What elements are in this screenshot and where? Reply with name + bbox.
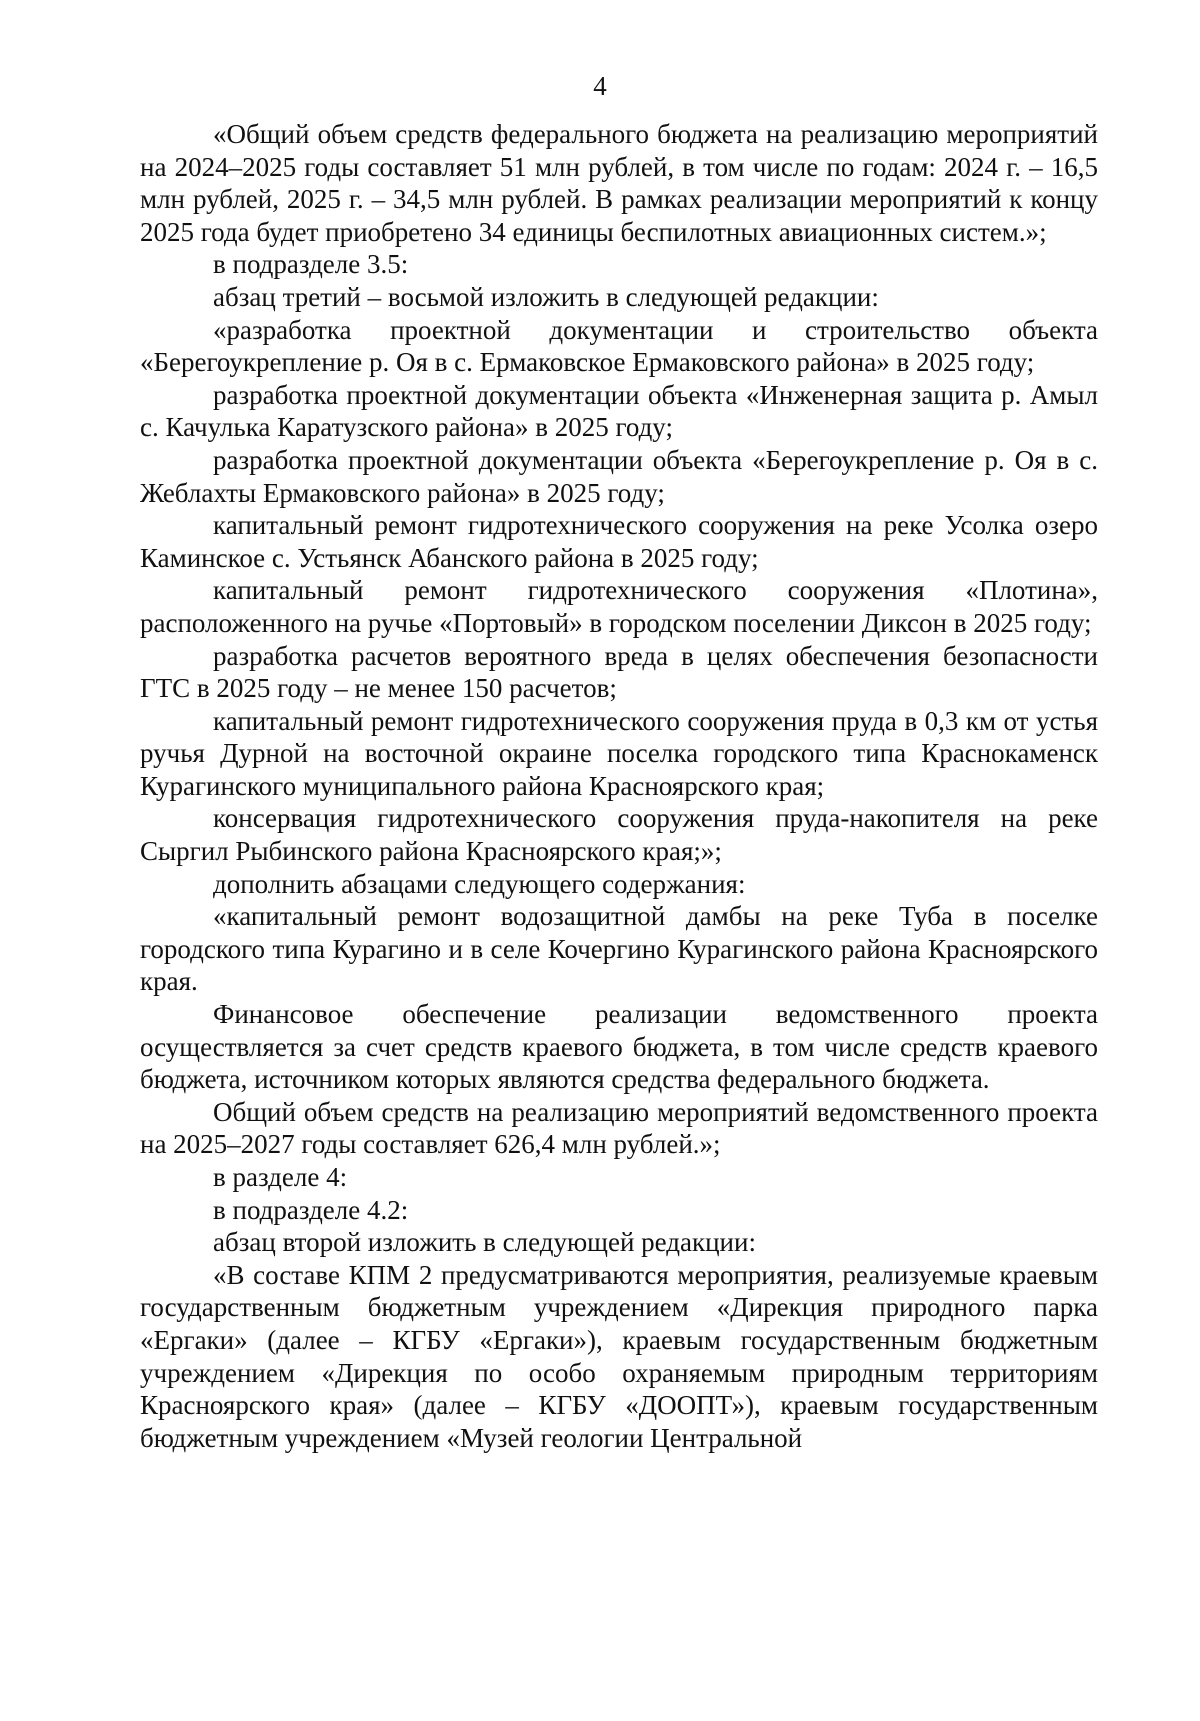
paragraph: «Общий объем средств федерального бюджета на реализацию мероприятий на 2024–2025 годы составляет 51 млн рублей, в том числе по годам: 2024 г. – 16,5 млн рублей, 2025 г. – 34,5 млн рублей. В рамках реализации мероприятий к концу 2025 года будет приобретено 34 единицы беспилотных авиационных систем.»;: [140, 119, 1098, 247]
paragraph: Общий объем средств на реализацию мероприятий ведомственного проекта на 2025–2027 годы составляет 626,4 млн рублей.»;: [140, 1096, 1098, 1160]
page-number: 4: [593, 71, 607, 101]
paragraph: разработка проектной документации объекта «Инженерная защита р. Амыл с. Качулька Каратузского района» в 2025 году;: [140, 379, 1098, 443]
paragraph: капитальный ремонт гидротехнического сооружения «Плотина», расположенного на ручье «Портовый» в городском поселении Диксон в 2025 году;: [140, 575, 1098, 638]
paragraph: Финансовое обеспечение реализации ведомственного проекта осуществляется за счет средств краевого бюджета, в том числе средств краевого бюджета, источником которых являются средства федерального бюджета.: [140, 999, 1098, 1095]
paragraph: разработка расчетов вероятного вреда в целях обеспечения безопасности ГТС в 2025 году – не менее 150 расчетов;: [140, 640, 1098, 704]
paragraph: абзац второй изложить в следующей редакции:: [213, 1227, 756, 1258]
paragraph: разработка проектной документации объекта «Берегоукрепление р. Оя в с. Жеблахты Ермаковского района» в 2025 году;: [140, 444, 1098, 508]
document-body: [140, 118, 1098, 1454]
paragraph: абзац третий – восьмой изложить в следующей редакции:: [213, 281, 879, 312]
paragraph: «разработка проектной документации и строительство объекта «Берегоукрепление р. Оя в с. Ермаковское Ермаковского района» в 2025 году;: [140, 314, 1098, 378]
paragraph: в подразделе 3.5:: [213, 249, 409, 280]
paragraph: капитальный ремонт гидротехнического сооружения пруда в 0,3 км от устья ручья Дурной на восточной окраине поселка городского типа Краснокаменск Курагинского муниципального района Красноярского края;: [140, 705, 1098, 801]
paragraph: дополнить абзацами следующего содержания:: [213, 868, 746, 899]
paragraph: в разделе 4:: [213, 1162, 348, 1192]
paragraph: в подразделе 4.2:: [213, 1194, 409, 1225]
paragraph: капитальный ремонт гидротехнического сооружения на реке Усолка озеро Каминское с. Устьянск Абанского района в 2025 году;: [140, 510, 1098, 573]
paragraph: «В составе КПМ 2 предусматриваются мероприятия, реализуемые краевым государственным бюджетным учреждением «Дирекция природного парка «Ергаки» (далее – КГБУ «Ергаки»), краевым государственным бюджетным учреждением «Дирекция по особо охраняемым природным территориям Красноярского края» (далее – КГБУ «ДООПТ»), краевым государственным бюджетным учреждением «Музей геологии Центральной: [140, 1259, 1098, 1453]
paragraph: «капитальный ремонт водозащитной дамбы на реке Туба в поселке городского типа Курагино и в селе Кочергино Курагинского района Красноярского края.: [140, 901, 1098, 997]
paragraph: консервация гидротехнического сооружения пруда-накопителя на реке Сыргил Рыбинского района Красноярского края;»;: [140, 803, 1098, 867]
